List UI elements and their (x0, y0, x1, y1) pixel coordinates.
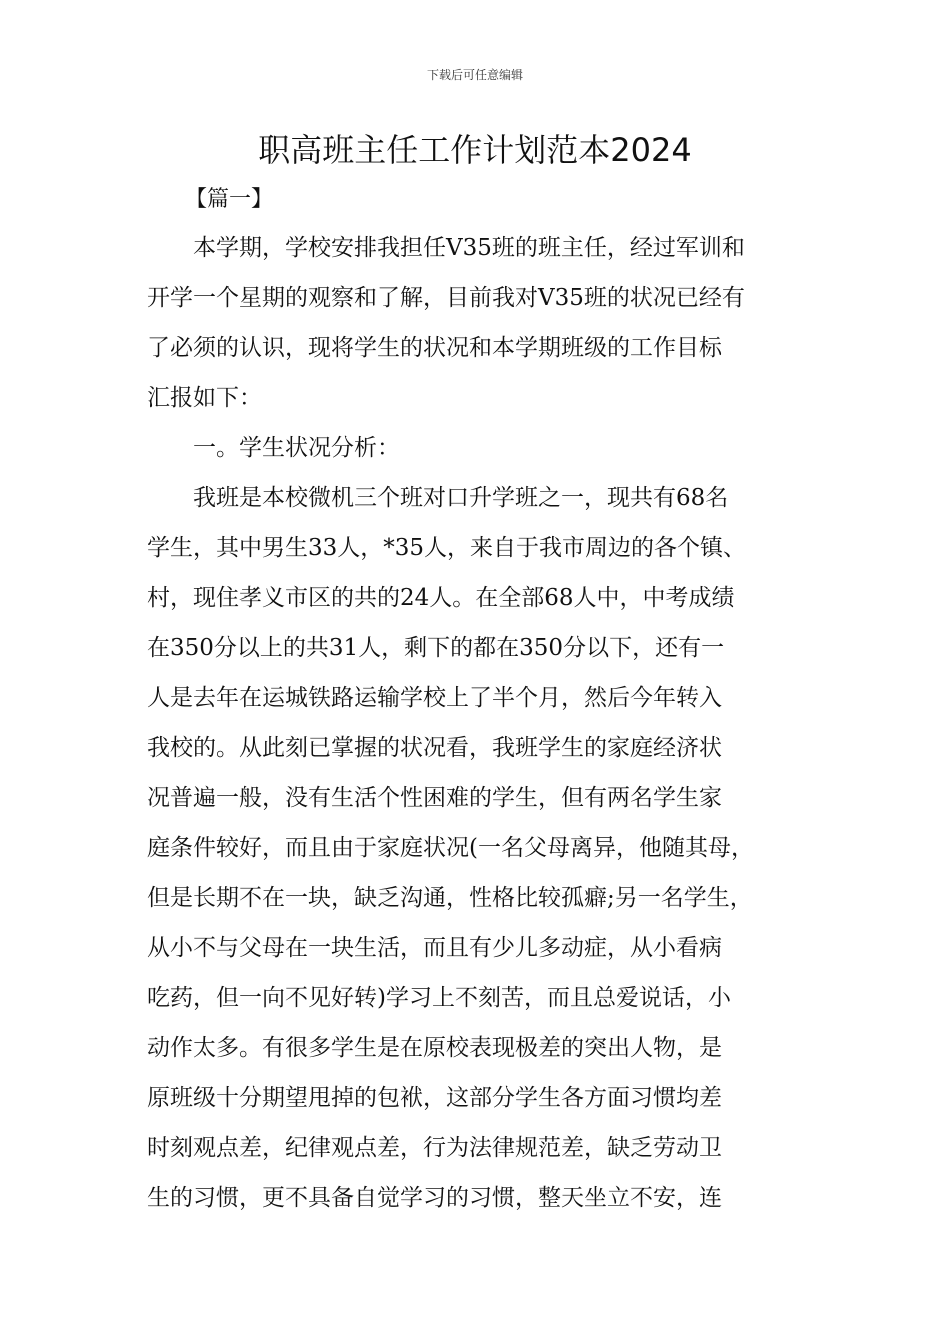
body-text-line: 况普遍一般，没有生活个性困难的学生，但有两名学生家 (147, 785, 722, 811)
body-text-line: 了必须的认识，现将学生的状况和本学期班级的工作目标 (147, 335, 722, 361)
body-text-line: 我班是本校微机三个班对口升学班之一，现共有68名 (147, 485, 729, 511)
body-text-line: 庭条件较好，而且由于家庭状况(一名父母离异，他随其母， (147, 835, 754, 861)
document-title: 职高班主任工作计划范本2024 (258, 131, 692, 169)
body-text-line: 在350分以上的共31人，剩下的都在350分以下，还有一 (147, 635, 725, 661)
section-label: 【篇一】 (185, 187, 274, 212)
body-text-line: 吃药，但一向不见好转)学习上不刻苦，而且总爱说话，小 (147, 985, 731, 1011)
body-text-line: 原班级十分期望甩掉的包袱，这部分学生各方面习惯均差 (147, 1085, 722, 1111)
body-text-line: 生的习惯，更不具备自觉学习的习惯，整天坐立不安，连 (147, 1185, 722, 1211)
body-text-line: 但是长期不在一块，缺乏沟通，性格比较孤癖;另一名学生， (147, 885, 753, 911)
body-text-line: 人是去年在运城铁路运输学校上了半个月，然后今年转入 (147, 685, 722, 711)
body-text-line: 时刻观点差，纪律观点差，行为法律规范差，缺乏劳动卫 (147, 1135, 722, 1161)
body-text-line: 从小不与父母在一块生活，而且有少儿多动症，从小看病 (147, 935, 722, 961)
body-text-line: 动作太多。有很多学生是在原校表现极差的突出人物，是 (147, 1035, 722, 1061)
page-header-note: 下载后可任意编辑 (426, 68, 523, 82)
body-text-line: 我校的。从此刻已掌握的状况看，我班学生的家庭经济状 (147, 735, 722, 761)
body-text-line: 一。学生状况分析： (147, 435, 400, 461)
body-text-line: 学生，其中男生33人，*35人，来自于我市周边的各个镇、 (147, 535, 747, 561)
body-text-line: 村，现住孝义市区的共的24人。在全部68人中，中考成绩 (147, 585, 735, 611)
body-text-line: 开学一个星期的观察和了解，目前我对V35班的状况已经有 (147, 285, 745, 311)
body-text-line: 汇报如下： (147, 385, 262, 411)
body-text-line: 本学期，学校安排我担任V35班的班主任，经过军训和 (147, 235, 745, 261)
